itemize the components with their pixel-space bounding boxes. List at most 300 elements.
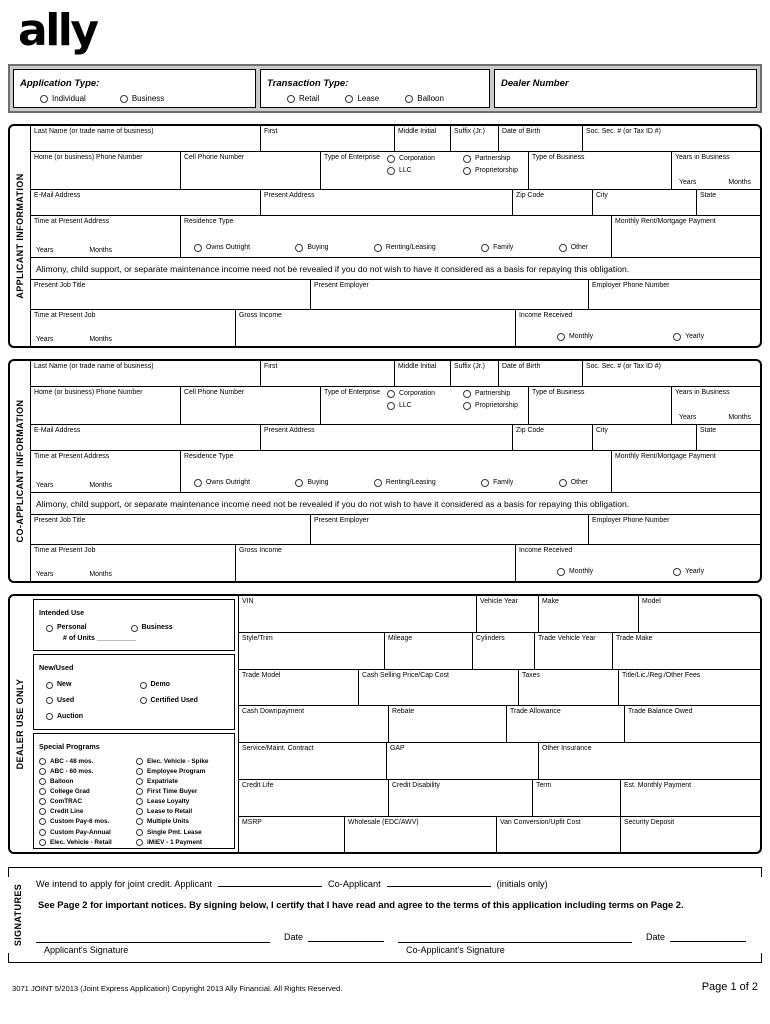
- type-of-business-label: Type of Business: [532, 154, 585, 162]
- corporation-radio[interactable]: [387, 390, 395, 398]
- monthly-radio[interactable]: [557, 333, 565, 341]
- renting-radio[interactable]: [374, 479, 382, 487]
- business-option[interactable]: [120, 95, 164, 103]
- title-fees-field[interactable]: [619, 670, 760, 706]
- program-label: Employee Program: [147, 768, 206, 776]
- est-monthly-payment-field[interactable]: [621, 780, 760, 816]
- vehicle-year-field[interactable]: [477, 596, 539, 632]
- program-radio[interactable]: [136, 778, 143, 785]
- employer-phone-field[interactable]: [589, 280, 760, 309]
- time-at-job-field[interactable]: [31, 310, 236, 346]
- enterprise-options: [387, 390, 518, 410]
- form-row: [31, 425, 760, 451]
- monthly-rent-label: Monthly Rent/Mortgage Payment: [615, 453, 716, 461]
- program-radio[interactable]: [136, 768, 143, 775]
- gross-income-field[interactable]: [236, 545, 516, 581]
- income-received-field: [516, 545, 760, 581]
- service-contract-field[interactable]: [239, 743, 387, 779]
- program-option[interactable]: [39, 758, 132, 765]
- program-option[interactable]: [136, 768, 229, 775]
- trade-balance-owed-field[interactable]: [625, 706, 760, 742]
- other-option[interactable]: [559, 479, 588, 487]
- cell-phone-field[interactable]: [181, 152, 321, 189]
- monthly-rent-field[interactable]: [612, 451, 760, 492]
- program-option[interactable]: [136, 788, 229, 795]
- applicant-section-title: APPLICANT INFORMATION: [15, 173, 25, 299]
- middle-initial-field[interactable]: [395, 126, 451, 151]
- rebate-label: Rebate: [392, 708, 415, 716]
- signatures-section-title: SIGNATURES: [13, 884, 23, 947]
- initials-only-text: (initials only): [496, 879, 548, 890]
- email-field[interactable]: [31, 425, 261, 450]
- partnership-option[interactable]: [463, 390, 518, 398]
- dealer-vstrip: [10, 596, 30, 852]
- proprietorship-option[interactable]: [463, 402, 518, 410]
- type-of-business-field[interactable]: [529, 387, 672, 424]
- van-conversion-field[interactable]: [497, 817, 621, 853]
- personal-option[interactable]: [46, 624, 87, 632]
- gap-label: GAP: [390, 745, 405, 753]
- program-label: Elec. Vehicle - Retail: [50, 838, 112, 846]
- cash-downpayment-label: Cash Downpayment: [242, 708, 305, 716]
- other-option[interactable]: [559, 244, 588, 252]
- page-number: Page 1 of 2: [701, 981, 758, 994]
- term-field[interactable]: [533, 780, 621, 816]
- program-option[interactable]: [136, 839, 229, 846]
- job-title-field[interactable]: [31, 515, 311, 544]
- taxes-label: Taxes: [522, 671, 540, 679]
- program-radio[interactable]: [39, 818, 46, 825]
- wholesale-label: Wholesale (EDC/AWV): [348, 818, 419, 826]
- mileage-field[interactable]: [385, 633, 473, 669]
- business-label: Business: [131, 94, 165, 104]
- applicant-fields: [30, 126, 760, 346]
- individual-radio[interactable]: [40, 95, 48, 103]
- coapplicant-initials-blank[interactable]: [387, 877, 491, 887]
- proprietorship-label: Proprietorship: [475, 401, 518, 409]
- zip-field[interactable]: [513, 425, 593, 450]
- program-radio[interactable]: [136, 818, 143, 825]
- make-label: Make: [542, 598, 559, 606]
- balloon-label: Balloon: [417, 94, 444, 104]
- llc-radio[interactable]: [387, 402, 395, 410]
- application-type-box: [13, 69, 256, 108]
- coapplicant-date-block: [646, 931, 746, 942]
- cell-phone-label: Cell Phone Number: [184, 154, 245, 162]
- dob-field[interactable]: [499, 126, 583, 151]
- time-at-address-field[interactable]: [31, 451, 181, 492]
- alimony-notice: Alimony, child support, or separate maintenance income need not be revealed if you do not wish to have it considered as a basis for repaying this obligation.: [36, 498, 630, 509]
- income-received-label: Income Received: [519, 547, 573, 555]
- partnership-option[interactable]: [463, 155, 518, 163]
- coapplicant-signature-block: [398, 931, 632, 955]
- model-field[interactable]: [639, 596, 760, 632]
- credit-life-field[interactable]: [239, 780, 389, 816]
- home-phone-label: Home (or business) Phone Number: [34, 154, 143, 162]
- rebate-field[interactable]: [389, 706, 507, 742]
- signatures-bottom-bracket: [8, 953, 762, 963]
- wholesale-field[interactable]: [345, 817, 497, 853]
- years-in-business-field[interactable]: [672, 387, 760, 424]
- first-name-field[interactable]: [261, 361, 395, 386]
- city-field[interactable]: [593, 425, 697, 450]
- buying-label: Buying: [307, 478, 329, 486]
- program-label: Lease Loyalty: [147, 798, 190, 806]
- last-name-field[interactable]: [31, 126, 261, 151]
- ally-logo: ally: [18, 5, 97, 56]
- auction-option[interactable]: [46, 713, 136, 721]
- program-option[interactable]: [39, 768, 132, 775]
- special-programs-box: [33, 733, 235, 849]
- security-deposit-field[interactable]: [621, 817, 760, 853]
- first-name-field[interactable]: [261, 126, 395, 151]
- renting-label: Renting/Leasing: [385, 478, 436, 486]
- est-monthly-payment-label: Est. Monthly Payment: [624, 781, 692, 789]
- ssn-field[interactable]: [583, 361, 760, 386]
- program-label: First Time Buyer: [147, 788, 198, 796]
- llc-option[interactable]: [387, 402, 453, 410]
- first-name-label: First: [264, 128, 278, 136]
- yearly-option[interactable]: [673, 568, 704, 576]
- lease-radio[interactable]: [345, 95, 353, 103]
- msrp-field[interactable]: [239, 817, 345, 853]
- program-radio[interactable]: [136, 829, 143, 836]
- owns-outright-option[interactable]: [194, 479, 250, 487]
- employer-label: Present Employer: [314, 517, 369, 525]
- corporation-label: Corporation: [399, 154, 436, 162]
- applicant-signature-line[interactable]: [36, 931, 270, 943]
- program-option[interactable]: [136, 808, 229, 815]
- suffix-label: Suffix (Jr.): [454, 363, 485, 371]
- home-phone-label: Home (or business) Phone Number: [34, 389, 143, 397]
- proprietorship-label: Proprietorship: [475, 166, 518, 174]
- city-label: City: [596, 192, 608, 200]
- family-radio[interactable]: [481, 479, 489, 487]
- buying-option[interactable]: [295, 244, 328, 252]
- program-option[interactable]: [136, 758, 229, 765]
- retail-label: Retail: [299, 94, 320, 104]
- vin-field[interactable]: [239, 596, 477, 632]
- present-address-field[interactable]: [261, 190, 513, 215]
- date-label: Date: [284, 932, 304, 943]
- other-insurance-field[interactable]: [539, 743, 760, 779]
- middle-initial-field[interactable]: [395, 361, 451, 386]
- special-programs-options: [39, 758, 229, 845]
- title-fees-label: Title/Lic./Reg./Other Fees: [622, 671, 701, 679]
- lease-label: Lease: [357, 94, 380, 104]
- business-use-label: Business: [141, 624, 173, 632]
- applicant-initials-blank[interactable]: [218, 877, 322, 887]
- program-radio[interactable]: [39, 768, 46, 775]
- suffix-field[interactable]: [451, 361, 499, 386]
- dealer-vehicle-grid: [238, 596, 760, 852]
- family-option[interactable]: [481, 244, 513, 252]
- demo-option[interactable]: [140, 681, 230, 689]
- yearly-radio[interactable]: [673, 568, 681, 576]
- program-radio[interactable]: [136, 839, 143, 846]
- proprietorship-radio[interactable]: [463, 167, 471, 175]
- partnership-radio[interactable]: [463, 155, 471, 163]
- intended-use-box: [33, 599, 235, 651]
- cell-phone-field[interactable]: [181, 387, 321, 424]
- retail-radio[interactable]: [287, 95, 295, 103]
- cash-downpayment-field[interactable]: [239, 706, 389, 742]
- corporation-radio[interactable]: [387, 155, 395, 163]
- balloon-option[interactable]: [405, 95, 444, 103]
- business-use-option[interactable]: [131, 624, 173, 632]
- renting-option[interactable]: [374, 479, 436, 487]
- program-option[interactable]: [39, 778, 132, 785]
- signatures-section: [8, 867, 762, 963]
- time-at-address-label: Time at Present Address: [34, 453, 110, 461]
- program-radio[interactable]: [136, 758, 143, 765]
- monthly-rent-label: Monthly Rent/Mortgage Payment: [615, 218, 716, 226]
- residence-type-field: [181, 451, 612, 492]
- ssn-label: Soc. Sec. # (or Tax ID #): [586, 128, 661, 136]
- employer-phone-field[interactable]: [589, 515, 760, 544]
- residence-type-label: Residence Type: [184, 218, 234, 226]
- program-label: Custom Pay-Annual: [50, 828, 111, 836]
- program-radio[interactable]: [39, 788, 46, 795]
- enterprise-label: Type of Enterprise: [324, 389, 380, 397]
- demo-label: Demo: [150, 681, 170, 689]
- cell-phone-label: Cell Phone Number: [184, 389, 245, 397]
- dealer-left-panel: [30, 596, 238, 852]
- credit-disability-label: Credit Disability: [392, 781, 440, 789]
- program-option[interactable]: [39, 818, 132, 825]
- trade-make-field[interactable]: [613, 633, 760, 669]
- grid-row: [239, 670, 760, 707]
- llc-option[interactable]: [387, 167, 453, 175]
- family-radio[interactable]: [481, 244, 489, 252]
- other-radio[interactable]: [559, 479, 567, 487]
- used-option[interactable]: [46, 697, 136, 705]
- program-option[interactable]: [39, 829, 132, 836]
- certified-used-option[interactable]: [140, 697, 230, 705]
- program-label: ABC - 60 mos.: [50, 768, 94, 776]
- home-phone-field[interactable]: [31, 152, 181, 189]
- last-name-field[interactable]: [31, 361, 261, 386]
- new-radio[interactable]: [46, 682, 53, 689]
- other-radio[interactable]: [559, 244, 567, 252]
- trade-allowance-field[interactable]: [507, 706, 625, 742]
- personal-radio[interactable]: [46, 625, 53, 632]
- program-radio[interactable]: [39, 758, 46, 765]
- owns-outright-radio[interactable]: [194, 244, 202, 252]
- city-field[interactable]: [593, 190, 697, 215]
- llc-radio[interactable]: [387, 167, 395, 175]
- partnership-radio[interactable]: [463, 390, 471, 398]
- joint-credit-line: [36, 877, 746, 889]
- program-radio[interactable]: [39, 839, 46, 846]
- coapplicant-section-title: CO-APPLICANT INFORMATION: [15, 399, 25, 543]
- applicant-date-line[interactable]: [308, 931, 384, 942]
- owns-outright-label: Owns Outright: [206, 478, 251, 486]
- trade-model-field[interactable]: [239, 670, 359, 706]
- corporation-option[interactable]: [387, 155, 453, 163]
- business-radio[interactable]: [120, 95, 128, 103]
- program-option[interactable]: [39, 788, 132, 795]
- date-label: Date: [646, 932, 666, 943]
- form-row: [31, 387, 760, 425]
- years-in-business-label: Years in Business: [675, 389, 730, 397]
- months-label: Months: [728, 414, 751, 422]
- make-field[interactable]: [539, 596, 639, 632]
- demo-radio[interactable]: [140, 682, 147, 689]
- dob-label: Date of Birth: [502, 363, 541, 371]
- state-label: State: [700, 427, 717, 435]
- years-in-business-label: Years in Business: [675, 154, 730, 162]
- transaction-type-box: [260, 69, 490, 108]
- program-option[interactable]: [136, 778, 229, 785]
- coapplicant-date-line[interactable]: [670, 931, 746, 942]
- present-address-label: Present Address: [264, 192, 315, 200]
- family-label: Family: [493, 478, 514, 486]
- vehicle-year-label: Vehicle Year: [480, 598, 518, 606]
- time-at-job-field[interactable]: [31, 545, 236, 581]
- program-label: Credit Line: [50, 808, 84, 816]
- income-options: [519, 333, 757, 344]
- program-radio[interactable]: [136, 798, 143, 805]
- years-in-business-field[interactable]: [672, 152, 760, 189]
- job-title-label: Present Job Title: [34, 282, 86, 290]
- program-radio[interactable]: [39, 778, 46, 785]
- style-trim-field[interactable]: [239, 633, 385, 669]
- program-radio[interactable]: [39, 829, 46, 836]
- monthly-option[interactable]: [557, 568, 593, 576]
- credit-disability-field[interactable]: [389, 780, 533, 816]
- cash-selling-price-field[interactable]: [359, 670, 519, 706]
- form-row: [31, 310, 760, 346]
- joint-credit-text: We intend to apply for joint credit. Applicant: [36, 879, 213, 890]
- application-type-options: [40, 95, 249, 103]
- program-option[interactable]: [136, 798, 229, 805]
- coapplicant-signature-line[interactable]: [398, 931, 632, 943]
- program-radio[interactable]: [39, 798, 46, 805]
- employer-phone-label: Employer Phone Number: [592, 282, 670, 290]
- zip-field[interactable]: [513, 190, 593, 215]
- balloon-radio[interactable]: [405, 95, 413, 103]
- grid-row: [239, 780, 760, 817]
- model-label: Model: [642, 598, 661, 606]
- monthly-rent-field[interactable]: [612, 216, 760, 257]
- renting-option[interactable]: [374, 244, 436, 252]
- yearly-radio[interactable]: [673, 333, 681, 341]
- certified-used-radio[interactable]: [140, 697, 147, 704]
- ssn-field[interactable]: [583, 126, 760, 151]
- time-at-job-label: Time at Present Job: [34, 547, 96, 555]
- home-phone-field[interactable]: [31, 387, 181, 424]
- corporation-option[interactable]: [387, 390, 453, 398]
- enterprise-options: [387, 155, 518, 175]
- top-type-bar: [8, 64, 762, 113]
- retail-option[interactable]: [287, 95, 319, 103]
- cylinders-field[interactable]: [473, 633, 535, 669]
- units-label[interactable]: # of Units __________: [63, 634, 136, 642]
- years-label: Years: [36, 482, 54, 490]
- auction-radio[interactable]: [46, 713, 53, 720]
- present-address-field[interactable]: [261, 425, 513, 450]
- monthly-option[interactable]: [557, 333, 593, 341]
- signatures-top-bracket: [8, 867, 762, 877]
- program-option[interactable]: [136, 818, 229, 825]
- taxes-field[interactable]: [519, 670, 619, 706]
- years-label: Years: [36, 247, 54, 255]
- city-label: City: [596, 427, 608, 435]
- monthly-label: Monthly: [569, 567, 594, 575]
- program-option[interactable]: [39, 798, 132, 805]
- state-field[interactable]: [697, 190, 760, 215]
- proprietorship-radio[interactable]: [463, 402, 471, 410]
- applicant-signature-block: [36, 931, 270, 955]
- time-at-address-field[interactable]: [31, 216, 181, 257]
- buying-radio[interactable]: [295, 479, 303, 487]
- new-option[interactable]: [46, 681, 136, 689]
- used-label: Used: [57, 696, 75, 704]
- family-option[interactable]: [481, 479, 513, 487]
- owns-outright-radio[interactable]: [194, 479, 202, 487]
- buying-option[interactable]: [295, 479, 328, 487]
- program-option[interactable]: [136, 829, 229, 836]
- job-title-field[interactable]: [31, 280, 311, 309]
- dealer-section: [8, 594, 762, 854]
- mileage-label: Mileage: [388, 634, 413, 642]
- renting-label: Renting/Leasing: [385, 243, 436, 251]
- dob-field[interactable]: [499, 361, 583, 386]
- employer-field[interactable]: [311, 515, 589, 544]
- program-option[interactable]: [39, 839, 132, 846]
- program-label: Balloon: [50, 778, 74, 786]
- applicant-signature-label: Applicant's Signature: [44, 945, 129, 956]
- dealer-number-field[interactable]: [494, 69, 757, 108]
- form-row: [31, 545, 760, 581]
- type-of-business-field[interactable]: [529, 152, 672, 189]
- trade-vehicle-year-field[interactable]: [535, 633, 613, 669]
- program-radio[interactable]: [136, 788, 143, 795]
- buying-radio[interactable]: [295, 244, 303, 252]
- suffix-field[interactable]: [451, 126, 499, 151]
- intended-use-label: Intended Use: [39, 608, 85, 618]
- yearly-option[interactable]: [673, 333, 704, 341]
- renting-radio[interactable]: [374, 244, 382, 252]
- form-row: [31, 451, 760, 493]
- state-field[interactable]: [697, 425, 760, 450]
- lease-option[interactable]: [345, 95, 379, 103]
- income-received-label: Income Received: [519, 312, 573, 320]
- form-row: [31, 361, 760, 387]
- program-radio[interactable]: [136, 808, 143, 815]
- employer-field[interactable]: [311, 280, 589, 309]
- program-label: ComTRAC: [50, 798, 82, 806]
- program-radio[interactable]: [39, 808, 46, 815]
- years-label: Years: [679, 414, 697, 422]
- employer-label: Present Employer: [314, 282, 369, 290]
- monthly-radio[interactable]: [557, 568, 565, 576]
- gross-income-field[interactable]: [236, 310, 516, 346]
- individual-option[interactable]: [40, 95, 86, 103]
- used-radio[interactable]: [46, 697, 53, 704]
- business-use-radio[interactable]: [131, 625, 138, 632]
- programs-col-1: [39, 758, 132, 845]
- program-option[interactable]: [39, 808, 132, 815]
- grid-row: [239, 633, 760, 670]
- owns-outright-option[interactable]: [194, 244, 250, 252]
- msrp-label: MSRP: [242, 818, 262, 826]
- proprietorship-option[interactable]: [463, 167, 518, 175]
- email-field[interactable]: [31, 190, 261, 215]
- gap-field[interactable]: [387, 743, 539, 779]
- new-used-box: [33, 654, 235, 730]
